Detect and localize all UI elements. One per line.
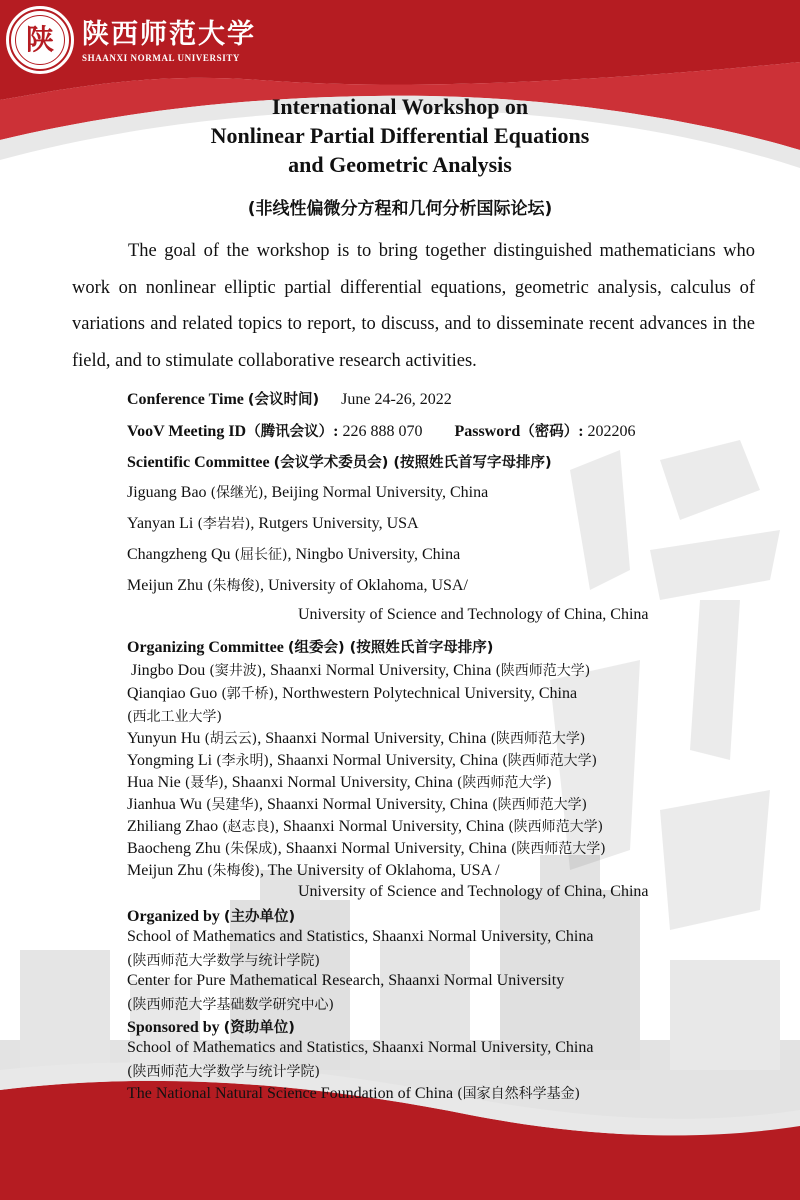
seal-character: 陕 <box>25 23 54 56</box>
title-line: Nonlinear Partial Differential Equations <box>210 123 590 148</box>
list-item: Jianhua Wu (吴建华), Shaanxi Normal University, China (陕西师范大学) <box>127 796 588 813</box>
list-item: Yunyun Hu (胡云云), Shaanxi Normal University, China (陕西师范大学) <box>127 730 586 747</box>
list-item: Yongming Li (李永明), Shaanxi Normal University, China (陕西师范大学) <box>127 752 598 769</box>
meeting-info: VooV Meeting ID（腾讯会议）: 226 888 070 Password（密码）: 202206 <box>127 423 636 440</box>
university-name-en: SHAANXI NORMAL UNIVERSITY <box>82 52 241 63</box>
list-item: Hua Nie (聂华), Shaanxi Normal University, China (陕西师范大学) <box>127 774 552 791</box>
list-item: Zhiliang Zhao (赵志良), Shaanxi Normal University, China (陕西师范大学) <box>127 818 604 835</box>
sponsor-line: The National Natural Science Foundation of China (国家自然科学基金) <box>127 1085 581 1102</box>
sponsor-line-cn: (陕西师范大学数学与统计学院) <box>127 1064 320 1080</box>
workshop-title <box>0 92 800 179</box>
title-line: and Geometric Analysis <box>288 152 512 177</box>
organizer-line-cn: (陕西师范大学数学与统计学院) <box>127 953 320 969</box>
scientific-committee-heading: Scientific Committee (会议学术委员会) (按照姓氏首写字母排序) <box>127 454 552 471</box>
university-logo <box>6 6 256 74</box>
organizer-line: Center for Pure Mathematical Research, Shaanxi Normal University <box>127 972 565 989</box>
university-name-cn: 陕西师范大学 <box>82 18 256 50</box>
meeting-password: 202206 <box>587 423 636 440</box>
list-item-continuation: (西北工业大学) <box>127 709 222 725</box>
workshop-goal-paragraph: The goal of the workshop is to bring together distinguished mathematicians who work on nonlinear elliptic partial differential equations, geometric analysis, calculus of variations and related topics to report, to discuss, and to disseminate recent advances in the field, and to stimulate collaborative research activities. <box>72 241 755 371</box>
list-item: Jiguang Bao (保继光), Beijing Normal University, China <box>127 484 489 501</box>
sponsored-by-heading: Sponsored by (资助单位) <box>127 1019 295 1036</box>
list-item: Changzheng Qu (屈长征), Ningbo University, China <box>127 546 461 563</box>
list-item: Jingbo Dou (窦井波), Shaanxi Normal University, China (陕西师范大学) <box>131 662 591 679</box>
list-item: Yanyan Li (李岩岩), Rutgers University, USA <box>127 515 419 532</box>
seal-icon <box>6 6 74 74</box>
meeting-id: 226 888 070 <box>342 423 423 440</box>
organizer-line: School of Mathematics and Statistics, Shaanxi Normal University, China <box>127 928 594 945</box>
list-item: Meijun Zhu (朱梅俊), The University of Oklahoma, USA / <box>127 862 500 879</box>
list-item: Baocheng Zhu (朱保成), Shaanxi Normal University, China (陕西师范大学) <box>127 840 606 857</box>
sponsor-line: School of Mathematics and Statistics, Shaanxi Normal University, China <box>127 1039 594 1056</box>
list-item-continuation: University of Science and Technology of China, China <box>298 606 649 623</box>
list-item: Meijun Zhu (朱梅俊), University of Oklahoma, USA/ <box>127 577 468 594</box>
organizing-committee-heading: Organizing Committee (组委会) (按照姓氏首字母排序) <box>127 639 494 656</box>
organized-by-heading: Organized by (主办单位) <box>127 908 296 925</box>
workshop-title-cn: (非线性偏微分方程和几何分析国际论坛) <box>247 199 553 219</box>
conference-time: Conference Time (会议时间) June 24-26, 2022 <box>127 391 452 408</box>
list-item: Qianqiao Guo (郭千桥), Northwestern Polytechnical University, China <box>127 685 578 702</box>
organizer-line-cn: (陕西师范大学基础数学研究中心) <box>127 997 334 1013</box>
list-item-continuation: University of Science and Technology of China, China <box>298 883 649 900</box>
title-line: International Workshop on <box>271 94 529 119</box>
